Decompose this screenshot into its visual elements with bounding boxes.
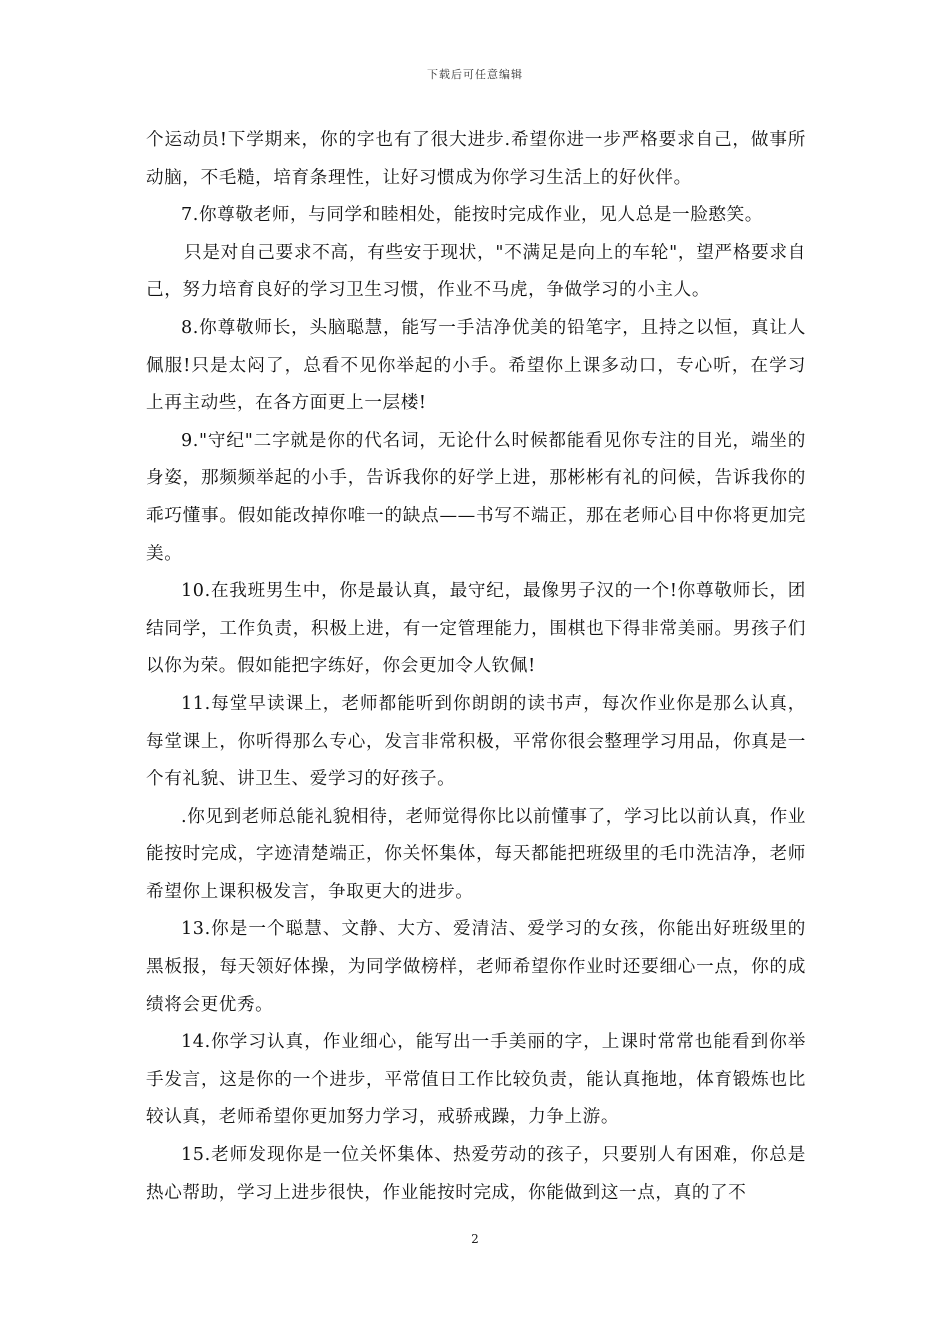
paragraph-continuation: 个运动员!下学期来，你的字也有了很大进步.希望你进一步严格要求自己，做事所动脑，不毛糙，培育条理性，让好习惯成为你学习生活上的好伙伴。 <box>146 130 806 188</box>
paragraph-7: 7.你尊敬老师，与同学和睦相处，能按时完成作业，见人总是一脸憨笑。 <box>181 205 763 226</box>
paragraph-7-continued: 只是对自己要求不高，有些安于现状，"不满足是向上的车轮"，望严格要求自己，努力培育良好的学习卫生习惯，作业不马虎，争做学习的小主人。 <box>146 242 806 301</box>
paragraph-13: 13.你是一个聪慧、文静、大方、爱清洁、爱学习的女孩，你能出好班级里的黑板报，每天领好体操，为同学做榜样，老师希望你作业时还要细心一点，你的成绩将会更优秀。 <box>146 919 806 1015</box>
paragraph-9: 9."守纪"二字就是你的代名词，无论什么时候都能看见你专注的目光，端坐的身姿，那频频举起的小手，告诉我你的好学上进，那彬彬有礼的问候，告诉我你的乖巧懂事。假如能改掉你唯一的缺点——书写不端正，那在老师心目中你将更加完美。 <box>146 430 806 564</box>
document-body <box>146 122 806 1212</box>
paragraph-14: 14.你学习认真，作业细心，能写出一手美丽的字，上课时常常也能看到你举手发言，这是你的一个进步，平常值日工作比较负责，能认真拖地，体育锻炼也比较认真，老师希望你更加努力学习，戒骄戒躁，力争上游。 <box>146 1032 806 1128</box>
paragraph-11: 11.每堂早读课上，老师都能听到你朗朗的读书声，每次作业你是那么认真，每堂课上，你听得那么专心，发言非常积极，平常你很会整理学习用品，你真是一个有礼貌、讲卫生、爱学习的好孩子。 <box>146 693 806 790</box>
paragraph-8: 8.你尊敬师长，头脑聪慧，能写一手洁净优美的铅笔字，且持之以恒，真让人佩服!只是太闷了，总看不见你举起的小手。希望你上课多动口，专心听，在学习上再主动些，在各方面更上一层楼! <box>146 317 806 414</box>
paragraph-10: 10.在我班男生中，你是最认真，最守纪，最像男子汉的一个!你尊敬师长，团结同学，工作负责，积极上进，有一定管理能力，围棋也下得非常美丽。男孩子们以你为荣。假如能把字练好，你会更加令人钦佩! <box>146 581 806 677</box>
paragraph-12: .你见到老师总能礼貌相待，老师觉得你比以前懂事了，学习比以前认真，作业能按时完成，字迹清楚端正，你关怀集体，每天都能把班级里的毛巾洗洁净，老师希望你上课积极发言，争取更大的进步。 <box>146 806 806 902</box>
paragraph-15: 15.老师发现你是一位关怀集体、热爱劳动的孩子，只要别人有困难，你总是热心帮助，学习上进步很快，作业能按时完成，你能做到这一点，真的了不 <box>146 1145 806 1203</box>
page-header: 下载后可任意编辑 <box>427 68 523 81</box>
page-number: 2 <box>471 1232 479 1246</box>
